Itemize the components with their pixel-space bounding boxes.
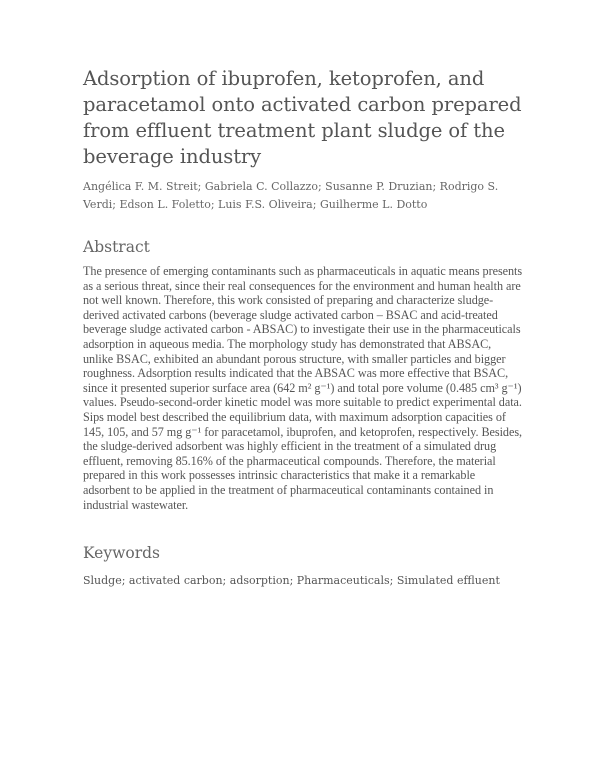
keywords-text: Sludge; activated carbon; adsorption; Pharmaceuticals; Simulated effluent	[83, 574, 500, 588]
paper-title: Adsorption of ibuprofen, ketoprofen, and paracetamol onto activated carbon prepared from effluent treatment plant sludge of the beverage industry	[83, 67, 522, 168]
paper-page	[83, 66, 523, 591]
keywords-heading: Keywords	[83, 544, 160, 563]
abstract-heading: Abstract	[83, 238, 150, 256]
abstract-text: The presence of emerging contaminants such as pharmaceuticals in aquatic means presents as a serious threat, since their real consequences for the environment and human health are not well known. Therefore, this work consisted of preparing and characterize sludge-derived activated carbons (beverage sludge activated carbon – BSAC and acid-treated beverage sludge activated carbon - ABSAC) to investigate their use in the pharmaceuticals adsorption in aqueous media. The morphology study has demonstrated that ABSAC, unlike BSAC, exhibited an abundant porous structure, with smaller particles and bigger roughness. Adsorption results indicated that the ABSAC was more effective that BSAC, since it presented superior surface area (642 m² g⁻¹) and total pore volume (0.485 cm³ g⁻¹) values. Pseudo-second-order kinetic model was more suitable to predict experimental data. Sips model best described the equilibrium data, with maximum adsorption capacities of 145, 105, and 57 mg g⁻¹ for paracetamol, ibuprofen, and ketoprofen, respectively. Besides, the sludge-derived adsorbent was highly efficient in the treatment of a simulated drug effluent, removing 85.16% of the pharmaceutical compounds. Therefore, the material prepared in this work possesses intrinsic characteristics that make it a remarkable adsorbent to be applied in the treatment of pharmaceutical contaminants contained in industrial wastewater.	[83, 264, 523, 512]
author-list: Angélica F. M. Streit; Gabriela C. Collazzo; Susanne P. Druzian; Rodrigo S. Verdi; Edson L. Foletto; Luis F.S. Oliveira; Guilherme L. Dotto	[83, 180, 499, 211]
